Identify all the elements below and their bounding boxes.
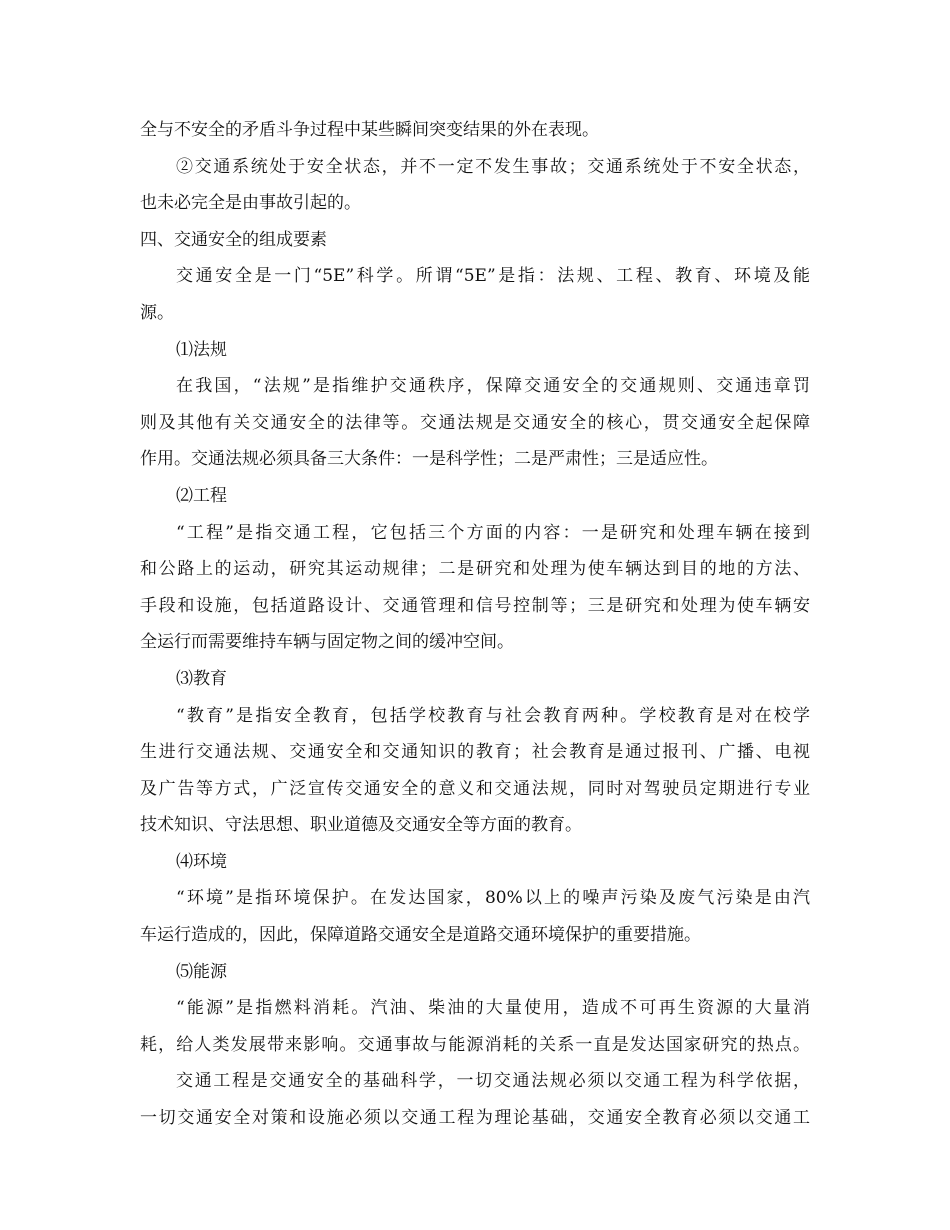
text-line: ⑵工程 [176,485,227,506]
text-line: 一切交通安全对策和设施必须以交通工程为理论基础，交通安全教育必须以交通工 [140,1108,810,1129]
text-line: 全与不安全的矛盾斗争过程中某些瞬间突变结果的外在表现。 [140,120,599,140]
text-line: ②交通系统处于安全状态，并不一定不发生事故；交通系统处于不安全状态， [176,156,810,177]
text-line: 和公路上的运动，研究其运动规律；二是研究和处理为使车辆达到目的地的方法、 [140,559,810,580]
text-line: “教育”是指安全教育，包括学校教育与社会教育两种。学校教育是对在校学 [176,705,810,726]
text-line: 作用。交通法规必须具备三大条件：一是科学性；二是严肃性；三是适应性。 [140,449,718,470]
text-line: “工程”是指交通工程，它包括三个方面的内容：一是研究和处理车辆在接到 [176,522,810,543]
body-text [140,112,810,1137]
text-line: 及广告等方式，广泛宣传交通安全的意义和交通法规，同时对驾驶员定期进行专业 [140,778,810,799]
text-line: 车运行造成的，因此，保障道路交通安全是道路交通环境保护的重要措施。 [140,925,701,946]
text-line: ⑶教育 [176,668,227,689]
text-line: 四、交通安全的组成要素 [140,229,327,250]
text-line: 则及其他有关交通安全的法律等。交通法规是交通安全的核心，贯交通安全起保障 [140,412,810,433]
text-line: 耗，给人类发展带来影响。交通事故与能源消耗的关系一直是发达国家研究的热点。 [140,1034,810,1055]
text-line: 源。 [140,302,174,323]
text-line: 技术知识、守法思想、职业道德及交通安全等方面的教育。 [140,815,582,836]
text-line: ⑷环境 [176,851,227,872]
text-line: ⑴法规 [176,339,227,360]
text-line: ⑸能源 [176,961,227,982]
text-line: 交通安全是一门“5E”科学。所谓“5E”是指：法规、工程、教育、环境及能 [176,266,810,287]
text-line: 交通工程是交通安全的基础科学，一切交通法规必须以交通工程为科学依据， [176,1071,810,1092]
text-line: 也未必完全是由事故引起的。 [140,193,361,214]
text-line: “环境”是指环境保护。在发达国家，80%以上的噪声污染及废气污染是由汽 [176,888,810,909]
text-line: 手段和设施，包括道路设计、交通管理和信号控制等；三是研究和处理为使车辆安 [140,595,810,616]
text-line: 在我国，“法规”是指维护交通秩序，保障交通安全的交通规则、交通违章罚 [176,376,810,397]
text-line: “能源”是指燃料消耗。汽油、柴油的大量使用，造成不可再生资源的大量消 [176,998,810,1019]
text-line: 生进行交通法规、交通安全和交通知识的教育；社会教育是通过报刊、广播、电视 [140,742,810,763]
text-line: 全运行而需要维持车辆与固定物之间的缓冲空间。 [140,632,514,653]
